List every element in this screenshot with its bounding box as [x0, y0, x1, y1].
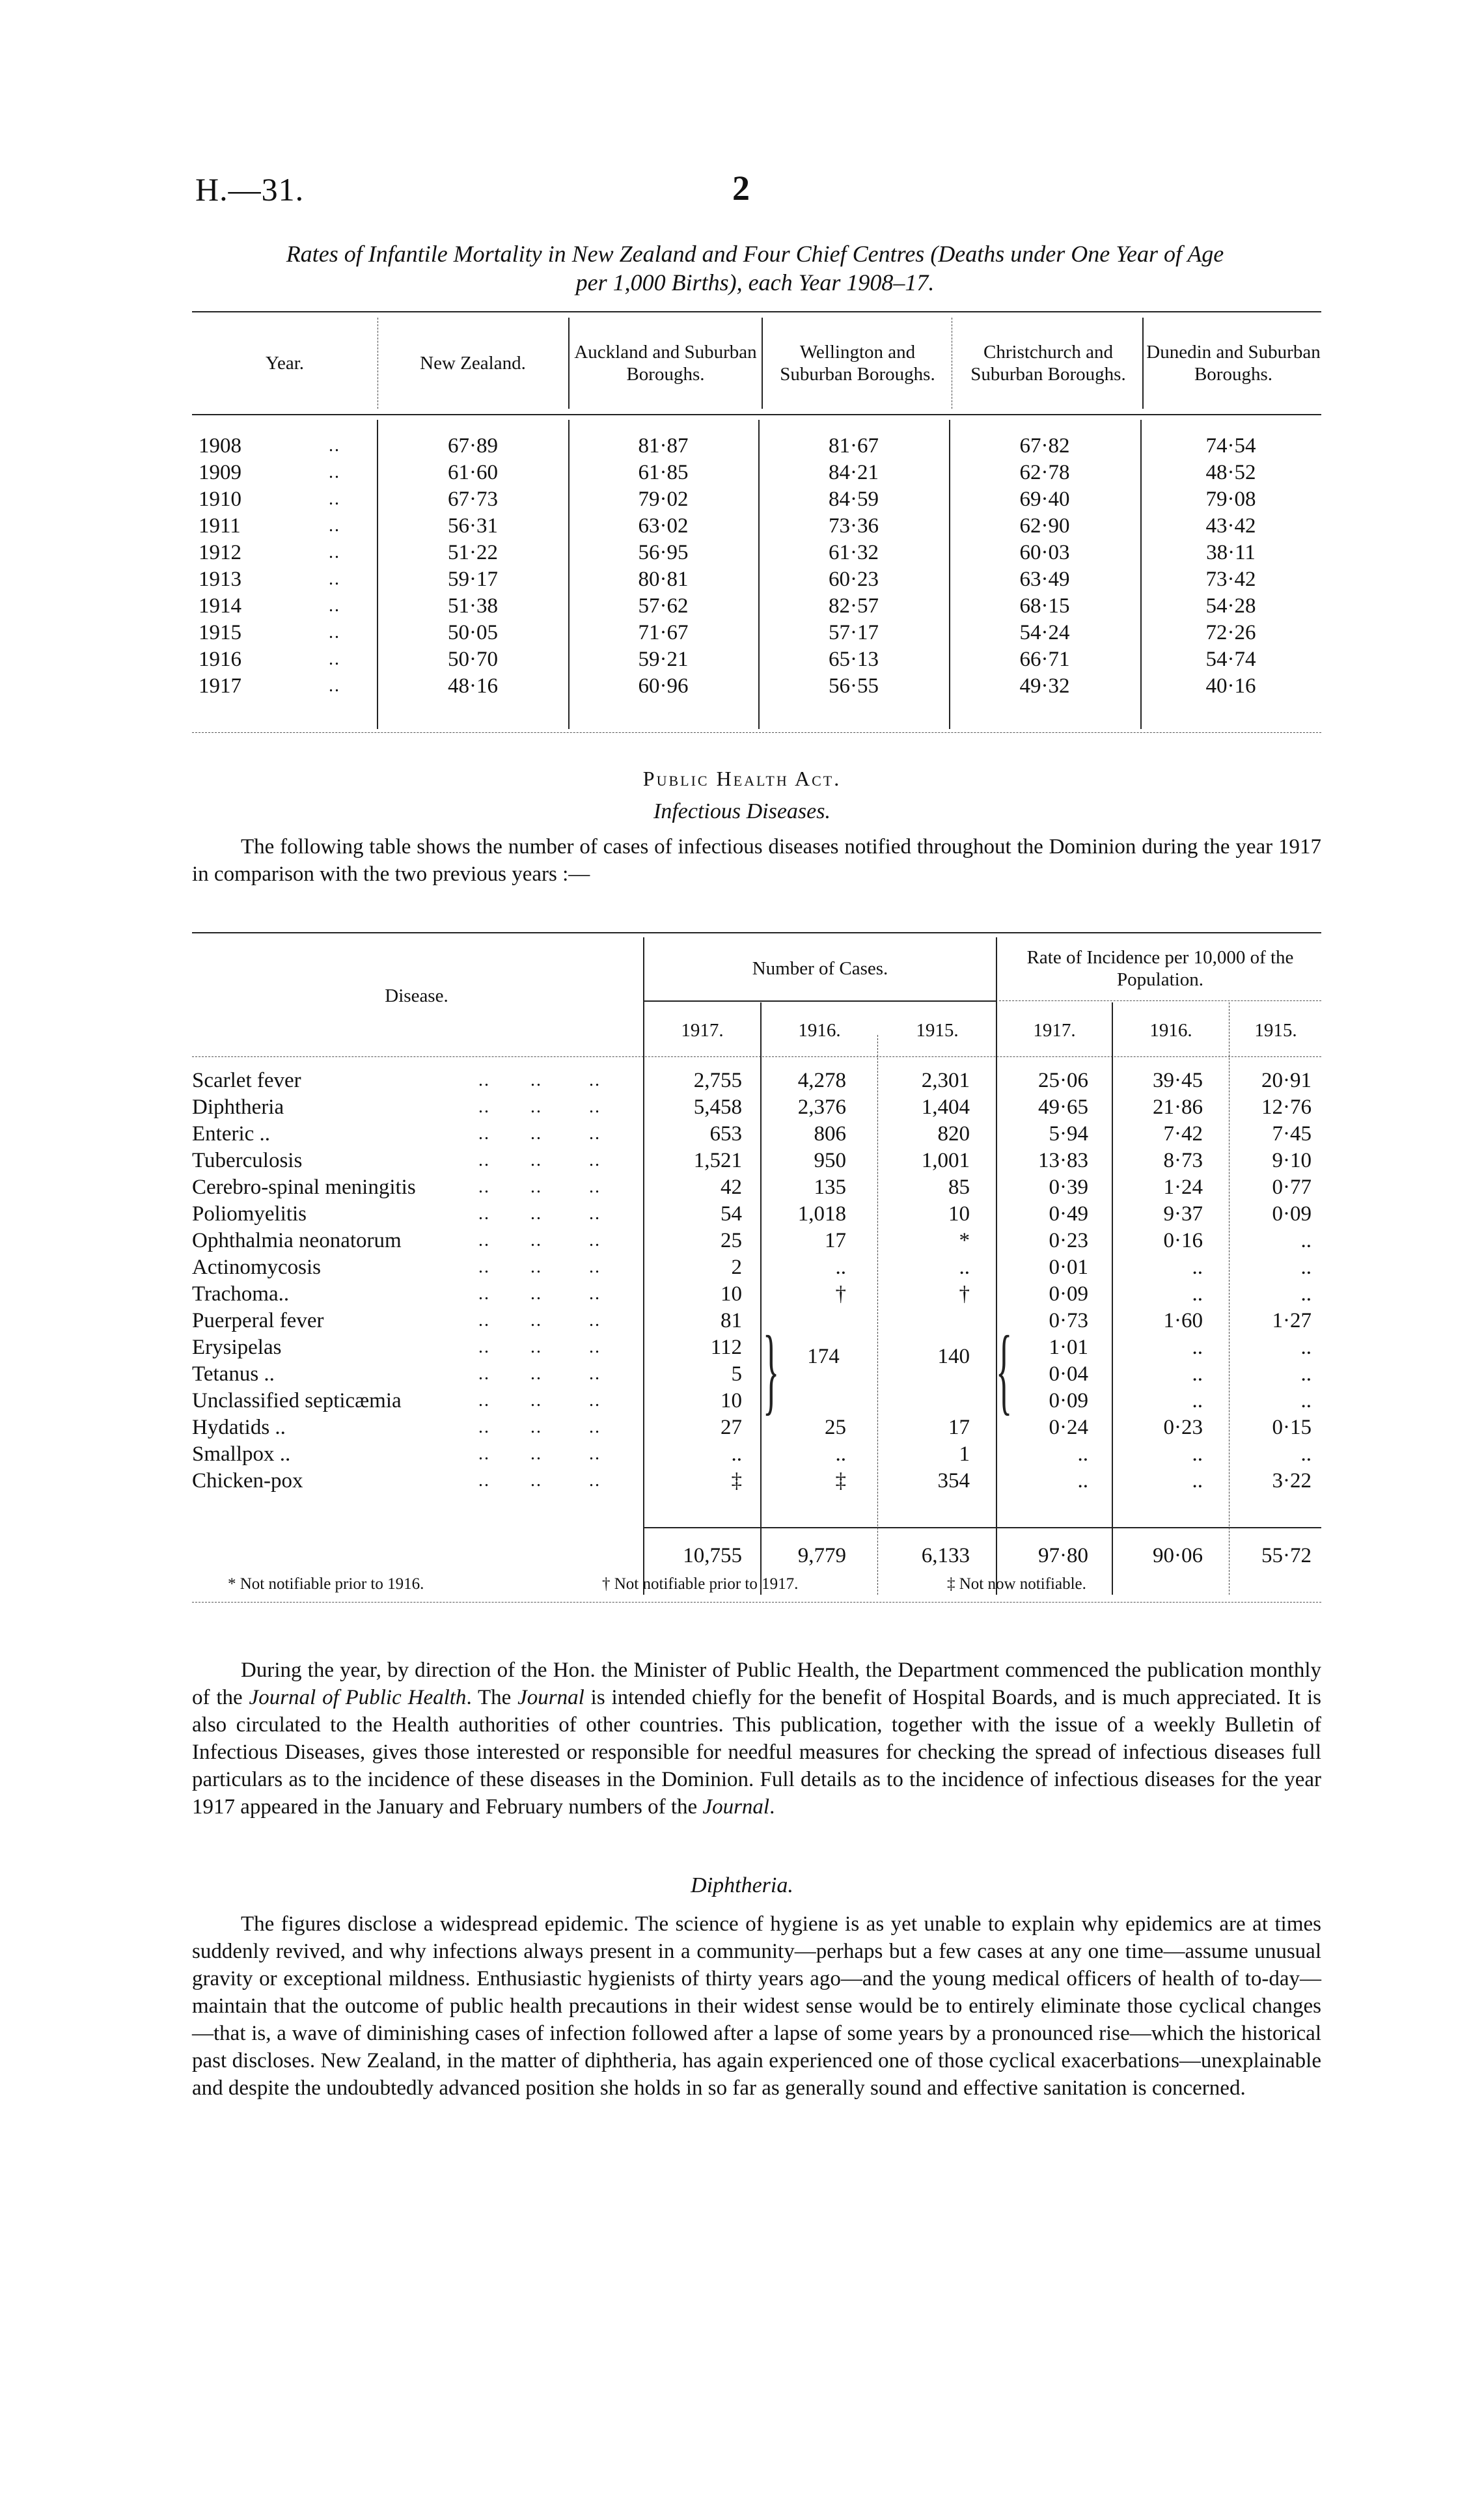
group-rule-cases — [644, 1000, 996, 1002]
right-brace-icon: } — [763, 1316, 780, 1424]
disease-r1916: 1·60 — [1163, 1309, 1203, 1332]
leader-dots: .. — [329, 622, 340, 642]
disease-r1915: 12·76 — [1261, 1095, 1312, 1119]
rate-wellington: 81·67 — [829, 434, 879, 458]
leader-dots: .. — [530, 1150, 542, 1170]
disease-r1917: 49·65 — [1038, 1095, 1088, 1119]
diphtheria-paragraph — [192, 1910, 1321, 2102]
disease-r1916: .. — [1192, 1336, 1203, 1359]
rate-dunedin: 48·52 — [1205, 461, 1256, 484]
diphtheria-heading: Diphtheria. — [691, 1873, 793, 1897]
footnote-double-dagger: ‡ Not now notifiable. — [947, 1575, 1086, 1593]
mortality-title-line-1: Rates of Infantile Mortality in New Zealand and Four Chief Centres (Deaths under One Year of Age — [286, 241, 1224, 267]
disease-c1917: 42 — [721, 1176, 742, 1199]
leader-dots: .. — [329, 516, 340, 536]
total-rate-1916: 90·06 — [1153, 1544, 1203, 1567]
leader-dots: .. — [589, 1150, 601, 1170]
leader-dots: .. — [589, 1417, 601, 1437]
table-header-rule — [192, 414, 1321, 415]
leader-dots: .. — [478, 1230, 490, 1250]
disease-r1915: .. — [1300, 1442, 1312, 1466]
leader-dots: .. — [530, 1470, 542, 1491]
col-header-new-zealand: New Zealand. — [420, 353, 526, 374]
disease-c1915: † — [959, 1282, 970, 1306]
col-header-rate-1917: 1917. — [1033, 1019, 1076, 1041]
left-brace-icon: { — [996, 1316, 1013, 1424]
section-subtitle: Infectious Diseases. — [653, 799, 831, 823]
disease-c1916: .. — [835, 1442, 846, 1466]
rate-christchurch: 69·40 — [1019, 488, 1070, 511]
leader-dots: .. — [589, 1284, 601, 1304]
intro-text: The following table shows the number of cases of infectious diseases notified throughout the Dominion during the year 1917 in comparison with the two previous years :— — [192, 835, 1321, 886]
disease-r1916: 8·73 — [1163, 1149, 1203, 1172]
col-header-auckland: Auckland and Suburban Boroughs. — [574, 342, 757, 385]
leader-dots: .. — [530, 1364, 542, 1384]
footnote-asterisk: * Not notifiable prior to 1916. — [228, 1575, 424, 1593]
disease-name: Ophthalmia neonatorum — [192, 1229, 402, 1252]
disease-c1915: 820 — [937, 1122, 970, 1146]
rate-auckland: 63·02 — [638, 514, 689, 538]
disease-name: Enteric .. — [192, 1122, 271, 1146]
rate-nz: 56·31 — [448, 514, 498, 538]
disease-c1915: 85 — [948, 1176, 970, 1199]
disease-c1917: .. — [731, 1442, 742, 1466]
leader-dots: .. — [329, 462, 340, 482]
rate-nz: 51·22 — [448, 541, 498, 564]
disease-r1917: 1·01 — [1049, 1336, 1088, 1359]
rate-auckland: 79·02 — [638, 488, 689, 511]
table-bottom-rule — [192, 732, 1321, 733]
disease-name: Smallpox .. — [192, 1442, 291, 1466]
rate-dunedin: 43·42 — [1205, 514, 1256, 538]
disease-r1915: 0·09 — [1272, 1202, 1312, 1226]
row-year: 1914 — [199, 594, 241, 618]
row-year: 1916 — [199, 648, 241, 671]
disease-c1915: 1,001 — [921, 1149, 970, 1172]
disease-r1916: .. — [1192, 1389, 1203, 1412]
col-divider — [877, 1035, 878, 1595]
paragraph-text: is intended chiefly for the benefit of Hospital Boards, and is much appreciated. It is also circulated to the Health authorities of other countries. This publication, together with the issue of a weekly Bulletin of Infectious Diseases, gives those interested or responsible for needful measures for checking the spread of infectious diseases full particulars as to the incidence of these diseases in the Dominion. Full details as to the incidence of infectious diseases for the year 1917 appeared in the January and February numbers of the — [192, 1686, 1321, 1819]
rate-wellington: 61·32 — [829, 541, 879, 564]
disease-name: Trachoma.. — [192, 1282, 290, 1306]
disease-c1915: 2,301 — [921, 1069, 970, 1092]
disease-c1916: 135 — [814, 1176, 846, 1199]
disease-c1916: † — [835, 1282, 846, 1306]
leader-dots: .. — [478, 1097, 490, 1117]
disease-r1915: .. — [1300, 1389, 1312, 1412]
leader-dots: .. — [478, 1364, 490, 1384]
disease-r1915: 1·27 — [1272, 1309, 1312, 1332]
disease-c1917: 2 — [731, 1256, 742, 1279]
rate-dunedin: 40·16 — [1205, 674, 1256, 698]
col-divider — [1229, 1002, 1230, 1595]
disease-r1915: 0·15 — [1272, 1416, 1312, 1439]
col-header-christchurch: Christchurch and Suburban Boroughs. — [970, 342, 1126, 385]
disease-c1915: 354 — [937, 1469, 970, 1493]
leader-dots: .. — [589, 1097, 601, 1117]
rate-auckland: 61·85 — [638, 461, 689, 484]
leader-dots: .. — [589, 1310, 601, 1330]
row-year: 1917 — [199, 674, 241, 698]
leader-dots: .. — [530, 1070, 542, 1090]
col-header-dunedin: Dunedin and Suburban Boroughs. — [1146, 342, 1321, 385]
disease-c1917: 653 — [709, 1122, 742, 1146]
rate-wellington: 84·59 — [829, 488, 879, 511]
disease-r1917: 5·94 — [1049, 1122, 1088, 1146]
leader-dots: .. — [478, 1337, 490, 1357]
leader-dots: .. — [530, 1417, 542, 1437]
table-top-rule — [192, 932, 1321, 933]
disease-c1917: 2,755 — [693, 1069, 742, 1092]
leader-dots: .. — [478, 1444, 490, 1464]
disease-name: Poliomyelitis — [192, 1202, 307, 1226]
leader-dots: .. — [530, 1204, 542, 1224]
total-cases-1917: 10,755 — [683, 1544, 742, 1567]
disease-r1916: 21·86 — [1153, 1095, 1203, 1119]
intro-paragraph — [192, 833, 1321, 888]
disease-c1916: ‡ — [835, 1469, 846, 1493]
disease-c1915: 1 — [959, 1442, 970, 1466]
disease-r1915: .. — [1300, 1256, 1312, 1279]
section-title: Public Health Act. — [642, 767, 842, 790]
rate-wellington: 56·55 — [829, 674, 879, 698]
disease-r1916: 1·24 — [1163, 1176, 1203, 1199]
col-divider — [762, 318, 763, 409]
disease-c1917: 5 — [731, 1362, 742, 1386]
total-cases-1915: 6,133 — [921, 1544, 970, 1567]
disease-c1916: 17 — [825, 1229, 846, 1252]
leader-dots: .. — [589, 1444, 601, 1464]
rate-nz: 59·17 — [448, 568, 498, 591]
disease-name: Chicken-pox — [192, 1469, 303, 1493]
table-bottom-rule — [192, 1602, 1321, 1603]
disease-c1916: 4,278 — [797, 1069, 846, 1092]
disease-r1916: .. — [1192, 1442, 1203, 1466]
disease-c1916: .. — [835, 1256, 846, 1279]
rate-christchurch: 49·32 — [1019, 674, 1070, 698]
col-header-rate-1915: 1915. — [1254, 1019, 1297, 1041]
rate-nz: 48·16 — [448, 674, 498, 698]
disease-r1916: 7·42 — [1163, 1122, 1203, 1146]
rate-dunedin: 38·11 — [1206, 541, 1256, 564]
row-year: 1913 — [199, 568, 241, 591]
disease-c1917: 27 — [721, 1416, 742, 1439]
disease-r1917: 13·83 — [1038, 1149, 1088, 1172]
col-header-disease: Disease. — [385, 985, 448, 1006]
leader-dots: .. — [329, 649, 340, 669]
page-number: 2 — [732, 169, 750, 208]
leader-dots: .. — [478, 1417, 490, 1437]
disease-r1917: 0·09 — [1049, 1389, 1088, 1412]
disease-c1917: 10 — [721, 1389, 742, 1412]
table-top-rule — [192, 311, 1321, 312]
grouped-cases-1915: 140 — [937, 1345, 970, 1368]
rate-christchurch: 54·24 — [1019, 621, 1070, 644]
disease-name: Actinomycosis — [192, 1256, 321, 1279]
disease-c1917: 25 — [721, 1229, 742, 1252]
row-year: 1908 — [199, 434, 241, 458]
row-year: 1909 — [199, 461, 241, 484]
disease-c1915: 17 — [948, 1416, 970, 1439]
rate-auckland: 57·62 — [638, 594, 689, 618]
leader-dots: .. — [530, 1444, 542, 1464]
leader-dots: .. — [478, 1390, 490, 1411]
disease-r1917: 0·49 — [1049, 1202, 1088, 1226]
leader-dots: .. — [530, 1230, 542, 1250]
disease-r1917: .. — [1077, 1442, 1088, 1466]
disease-r1916: .. — [1192, 1469, 1203, 1493]
total-rate-1917: 97·80 — [1038, 1544, 1088, 1567]
disease-c1917: 54 — [721, 1202, 742, 1226]
rate-wellington: 65·13 — [829, 648, 879, 671]
rate-dunedin: 74·54 — [1205, 434, 1256, 458]
disease-c1915: .. — [959, 1256, 970, 1279]
leader-dots: .. — [530, 1123, 542, 1144]
totals-rule — [644, 1527, 1321, 1528]
rate-christchurch: 68·15 — [1019, 594, 1070, 618]
rate-auckland: 59·21 — [638, 648, 689, 671]
disease-c1915: * — [959, 1229, 970, 1252]
rate-dunedin: 79·08 — [1205, 488, 1256, 511]
leader-dots: .. — [589, 1470, 601, 1491]
disease-name: Diphtheria — [192, 1095, 284, 1119]
disease-r1915: 7·45 — [1272, 1122, 1312, 1146]
disease-c1915: 1,404 — [921, 1095, 970, 1119]
disease-r1916: .. — [1192, 1362, 1203, 1386]
disease-r1916: .. — [1192, 1282, 1203, 1306]
paragraph-text: During the year, by direction of the Hon. the Minister of Public Health, the Department commenced the publication monthly of the — [192, 1659, 1321, 1709]
disease-c1917: ‡ — [731, 1469, 742, 1493]
disease-c1916: 950 — [814, 1149, 846, 1172]
rate-christchurch: 60·03 — [1019, 541, 1070, 564]
row-year: 1915 — [199, 621, 241, 644]
col-header-year: Year. — [265, 353, 305, 374]
disease-name: Cerebro-spinal meningitis — [192, 1176, 416, 1199]
rate-nz: 50·05 — [448, 621, 498, 644]
disease-c1916: 806 — [814, 1122, 846, 1146]
disease-name: Erysipelas — [192, 1336, 282, 1359]
row-year: 1912 — [199, 541, 241, 564]
rate-wellington: 73·36 — [829, 514, 879, 538]
rate-nz: 67·73 — [448, 488, 498, 511]
disease-r1915: 9·10 — [1272, 1149, 1312, 1172]
leader-dots: .. — [530, 1310, 542, 1330]
disease-c1916: 2,376 — [797, 1095, 846, 1119]
rate-wellington: 84·21 — [829, 461, 879, 484]
rate-dunedin: 73·42 — [1205, 568, 1256, 591]
disease-c1917: 5,458 — [693, 1095, 742, 1119]
disease-r1916: 9·37 — [1163, 1202, 1203, 1226]
rate-christchurch: 63·49 — [1019, 568, 1070, 591]
disease-r1917: 0·39 — [1049, 1176, 1088, 1199]
leader-dots: .. — [478, 1204, 490, 1224]
disease-c1917: 81 — [721, 1309, 742, 1332]
disease-name: Puerperal fever — [192, 1309, 324, 1332]
rate-auckland: 56·95 — [638, 541, 689, 564]
rate-nz: 50·70 — [448, 648, 498, 671]
disease-r1915: .. — [1300, 1336, 1312, 1359]
disease-r1915: .. — [1300, 1229, 1312, 1252]
disease-r1917: 0·23 — [1049, 1229, 1088, 1252]
leader-dots: .. — [589, 1257, 601, 1277]
paragraph-text: . The — [466, 1686, 518, 1709]
leader-dots: .. — [478, 1150, 490, 1170]
disease-c1916: 1,018 — [797, 1202, 846, 1226]
grouped-cases-1916: 174 — [807, 1345, 840, 1368]
rate-wellington: 60·23 — [829, 568, 879, 591]
row-year: 1911 — [199, 514, 241, 538]
col-header-wellington: Wellington and Suburban Boroughs. — [780, 342, 935, 385]
leader-dots: .. — [589, 1337, 601, 1357]
rate-wellington: 57·17 — [829, 621, 879, 644]
disease-r1917: 0·73 — [1049, 1309, 1088, 1332]
rate-auckland: 71·67 — [638, 621, 689, 644]
leader-dots: .. — [589, 1230, 601, 1250]
leader-dots: .. — [589, 1123, 601, 1144]
rate-nz: 67·89 — [448, 434, 498, 458]
rate-auckland: 80·81 — [638, 568, 689, 591]
col-header-cases-1916: 1916. — [798, 1019, 841, 1041]
rate-wellington: 82·57 — [829, 594, 879, 618]
rate-nz: 51·38 — [448, 594, 498, 618]
leader-dots: .. — [589, 1070, 601, 1090]
leader-dots: .. — [329, 435, 340, 456]
disease-name: Scarlet fever — [192, 1069, 301, 1092]
rate-auckland: 60·96 — [638, 674, 689, 698]
disease-c1917: 1,521 — [693, 1149, 742, 1172]
disease-r1916: 0·16 — [1163, 1229, 1203, 1252]
leader-dots: .. — [478, 1070, 490, 1090]
leader-dots: .. — [589, 1364, 601, 1384]
leader-dots: .. — [478, 1310, 490, 1330]
disease-c1915: 10 — [948, 1202, 970, 1226]
group-rule-rate — [999, 1000, 1321, 1001]
disease-r1916: 39·45 — [1153, 1069, 1203, 1092]
col-header-cases-1917: 1917. — [681, 1019, 724, 1041]
leader-dots: .. — [329, 569, 340, 589]
disease-r1915: .. — [1300, 1362, 1312, 1386]
leader-dots: .. — [589, 1390, 601, 1411]
disease-r1917: 0·04 — [1049, 1362, 1088, 1386]
col-header-rate-1916: 1916. — [1149, 1019, 1192, 1041]
rate-nz: 61·60 — [448, 461, 498, 484]
journal-title-italic: Journal of Public Health — [249, 1686, 467, 1709]
journal-paragraph — [192, 1657, 1321, 1821]
leader-dots: .. — [329, 542, 340, 562]
leader-dots: .. — [329, 489, 340, 509]
col-group-rate-of-incidence: Rate of Incidence per 10,000 of the Population. — [1026, 946, 1294, 990]
leader-dots: .. — [530, 1177, 542, 1197]
col-divider — [568, 318, 570, 409]
leader-dots: .. — [478, 1470, 490, 1491]
footnote-dagger: † Not notifiable prior to 1917. — [602, 1575, 799, 1593]
rate-dunedin: 54·28 — [1205, 594, 1256, 618]
disease-r1917: .. — [1077, 1469, 1088, 1493]
disease-c1917: 10 — [721, 1282, 742, 1306]
leader-dots: .. — [530, 1337, 542, 1357]
disease-name: Tetanus .. — [192, 1362, 275, 1386]
leader-dots: .. — [589, 1177, 601, 1197]
row-year: 1910 — [199, 488, 241, 511]
leader-dots: .. — [530, 1257, 542, 1277]
leader-dots: .. — [530, 1390, 542, 1411]
journal-italic: Journal — [702, 1795, 770, 1819]
mortality-title-line-2: per 1,000 Births), each Year 1908–17. — [575, 269, 935, 296]
total-rate-1915: 55·72 — [1261, 1544, 1312, 1567]
leader-dots: .. — [530, 1284, 542, 1304]
rate-christchurch: 66·71 — [1019, 648, 1070, 671]
disease-c1916: 25 — [825, 1416, 846, 1439]
paragraph-text: . — [769, 1795, 775, 1819]
leader-dots: .. — [478, 1177, 490, 1197]
leader-dots: .. — [478, 1123, 490, 1144]
document-code: H.—31. — [195, 171, 305, 208]
disease-r1916: .. — [1192, 1256, 1203, 1279]
disease-r1915: 3·22 — [1272, 1469, 1312, 1493]
leader-dots: .. — [530, 1097, 542, 1117]
journal-italic: Journal — [517, 1686, 584, 1709]
disease-r1917: 25·06 — [1038, 1069, 1088, 1092]
disease-name: Unclassified septicæmia — [192, 1389, 402, 1412]
rate-dunedin: 72·26 — [1205, 621, 1256, 644]
disease-r1917: 0·24 — [1049, 1416, 1088, 1439]
disease-r1915: .. — [1300, 1282, 1312, 1306]
rate-dunedin: 54·74 — [1205, 648, 1256, 671]
rate-christchurch: 62·90 — [1019, 514, 1070, 538]
disease-name: Tuberculosis — [192, 1149, 303, 1172]
leader-dots: .. — [478, 1284, 490, 1304]
rate-christchurch: 67·82 — [1019, 434, 1070, 458]
col-divider — [1142, 318, 1144, 409]
disease-r1915: 0·77 — [1272, 1176, 1312, 1199]
leader-dots: .. — [478, 1257, 490, 1277]
disease-name: Hydatids .. — [192, 1416, 286, 1439]
table-header-rule — [192, 1056, 1321, 1057]
disease-c1917: 112 — [710, 1336, 742, 1359]
disease-r1917: 0·01 — [1049, 1256, 1088, 1279]
rate-christchurch: 62·78 — [1019, 461, 1070, 484]
rate-auckland: 81·87 — [638, 434, 689, 458]
col-header-cases-1915: 1915. — [916, 1019, 959, 1041]
leader-dots: .. — [329, 596, 340, 616]
disease-r1916: 0·23 — [1163, 1416, 1203, 1439]
leader-dots: .. — [589, 1204, 601, 1224]
disease-r1917: 0·09 — [1049, 1282, 1088, 1306]
diphtheria-text: The figures disclose a widespread epidemic. The science of hygiene is as yet unable to explain why epidemics are at times suddenly revived, and why infections always present in a community—perhaps but a few cases at any one time—assume unusual gravity or exceptional mildness. Enthusiastic hygienists of thirty years ago—and the young medical officers of health of to-day—maintain that the outcome of public health precautions in their widest sense would be to entirely eliminate those cyclical changes—that is, a wave of diminishing cases of infection followed after a lapse of some years by a pronounced rise—which the historical past discloses. New Zealand, in the matter of diphtheria, has again experienced one of those cyclical exacerbations—unexplainable and despite the undoubtedly advanced position she holds in so far as generally sound and effective sanitation is concerned. — [192, 1912, 1321, 2100]
mortality-table-title — [189, 240, 1321, 297]
total-cases-1916: 9,779 — [797, 1544, 846, 1567]
col-group-number-of-cases: Number of Cases. — [752, 957, 888, 979]
disease-r1915: 20·91 — [1261, 1069, 1312, 1092]
leader-dots: .. — [329, 676, 340, 696]
